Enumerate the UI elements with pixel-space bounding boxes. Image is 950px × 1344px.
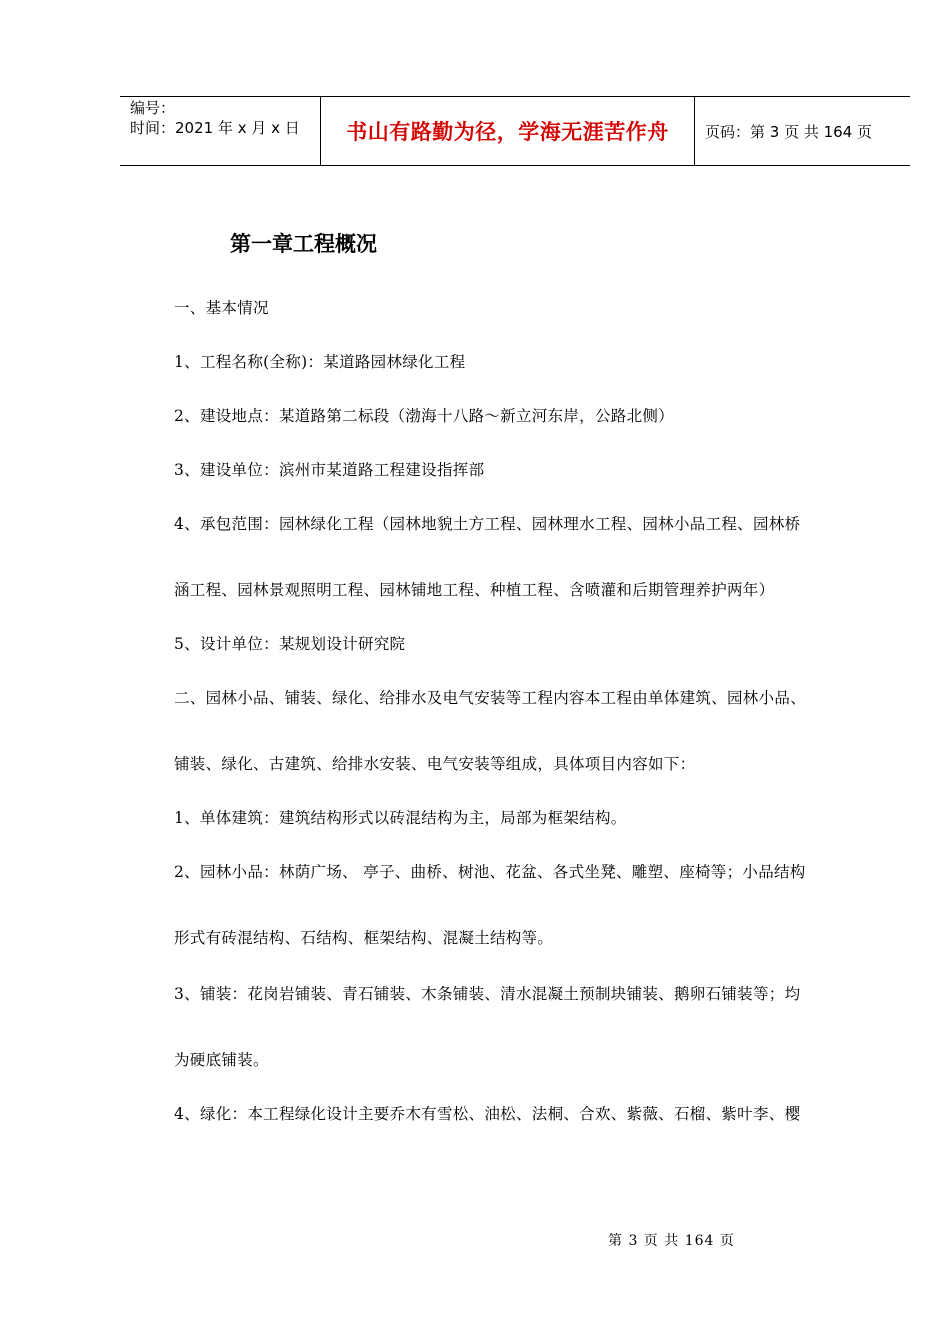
document-time: 时间：2021 年 x 月 x 日	[130, 119, 300, 137]
header-right-cell	[695, 97, 910, 165]
header-middle-cell	[321, 97, 695, 165]
document-code-label: 编号：	[130, 99, 176, 117]
body-line: 4、绿化：本工程绿化设计主要乔木有雪松、油松、法桐、合欢、紫薇、石榴、紫叶李、樱	[174, 1105, 801, 1123]
body-line: 一、基本情况	[174, 299, 269, 317]
body-line: 铺装、绿化、古建筑、给排水安装、电气安装等组成，具体项目内容如下：	[174, 755, 696, 773]
body-line: 3、铺装：花岗岩铺装、青石铺装、木条铺装、清水混凝土预制块铺装、鹅卵石铺装等；均	[174, 985, 801, 1003]
body-line: 涵工程、园林景观照明工程、园林铺地工程、种植工程、含喷灌和后期管理养护两年）	[174, 581, 775, 599]
body-line: 为硬底铺装。	[174, 1051, 269, 1069]
chapter-title: 第一章工程概况	[230, 231, 377, 256]
body-line: 3、建设单位：滨州市某道路工程建设指挥部	[174, 461, 485, 479]
body-line: 4、承包范围：园林绿化工程（园林地貌土方工程、园林理水工程、园林小品工程、园林桥	[174, 515, 801, 533]
header-page-info: 页码：第 3 页 共 164 页	[705, 122, 873, 141]
body-line: 二、园林小品、铺装、绿化、给排水及电气安装等工程内容本工程由单体建筑、园林小品、	[174, 689, 807, 707]
body-line: 2、建设地点：某道路第二标段（渤海十八路～新立河东岸，公路北侧）	[174, 407, 674, 425]
header-motto: 书山有路勤为径，学海无涯苦作舟	[346, 120, 669, 144]
header-left-cell	[120, 97, 321, 165]
body-line: 5、设计单位：某规划设计研究院	[174, 635, 406, 653]
body-line: 形式有砖混结构、石结构、框架结构、混凝土结构等。	[174, 929, 554, 947]
body-line: 1、单体建筑：建筑结构形式以砖混结构为主，局部为框架结构。	[174, 809, 627, 827]
page-footer: 第 3 页 共 164 页	[608, 1233, 735, 1249]
body-line: 1、工程名称(全称)：某道路园林绿化工程	[174, 353, 466, 371]
document-header	[120, 96, 910, 166]
body-line: 2、园林小品：林荫广场、 亭子、曲桥、树池、花盆、各式坐凳、雕塑、座椅等；小品结构	[174, 863, 806, 881]
